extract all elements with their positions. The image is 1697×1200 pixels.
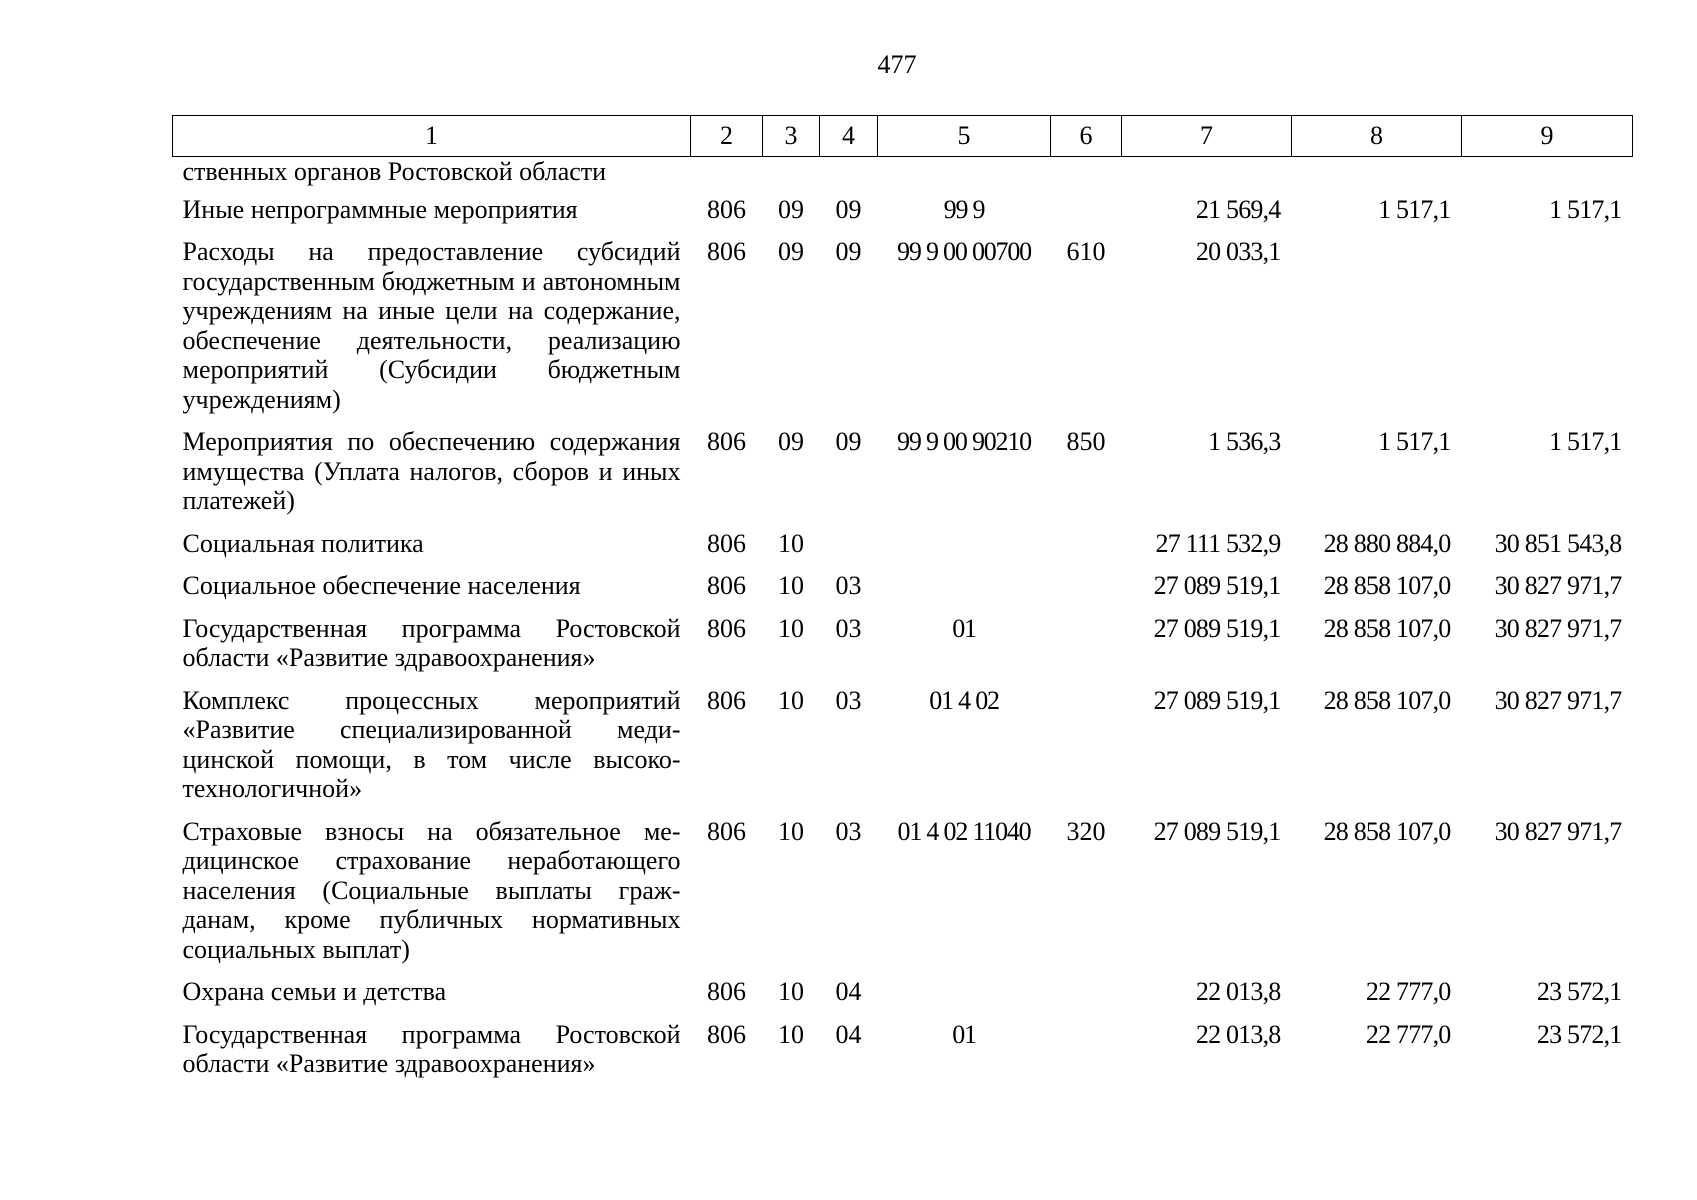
- table-row: [173, 237, 1633, 427]
- row-name: Социальная политика: [182, 528, 424, 558]
- expense-type-code: 320: [1066, 816, 1106, 846]
- amount-year-3: 30 851 543,8: [1494, 528, 1622, 558]
- amount-year-3: 30 827 971,7: [1494, 816, 1622, 846]
- amount-year-2: 1 517,1: [1378, 427, 1451, 456]
- target-article-code: 01 4 02 11040: [897, 816, 1031, 846]
- amount-year-2: [1292, 157, 1462, 195]
- amount-year-1: 21 569,4: [1195, 194, 1281, 224]
- section-code: 10: [778, 977, 804, 1006]
- amount-year-2: 28 858 107,0: [1323, 685, 1451, 715]
- amount-year-1: 22 013,8: [1195, 977, 1281, 1006]
- expense-type-code: [1051, 614, 1122, 686]
- row-name: Государственная программа Ростовской области «Развитие здравоохранения»: [182, 1019, 681, 1078]
- amount-year-3: 23 572,1: [1536, 1019, 1622, 1049]
- column-header: 3: [763, 116, 820, 157]
- ministry-code: 806: [707, 237, 746, 266]
- column-header: 4: [820, 116, 878, 157]
- amount-year-1: 27 089 519,1: [1153, 613, 1281, 643]
- budget-table: [172, 115, 1633, 1092]
- subsection-code: 09: [835, 237, 862, 266]
- column-header: 7: [1122, 116, 1292, 157]
- subsection-code: 03: [835, 685, 862, 715]
- table-row: [173, 686, 1633, 817]
- amount-year-3: 30 827 971,7: [1494, 685, 1622, 715]
- target-article-code: 01: [952, 613, 976, 643]
- subsection-code: [820, 529, 878, 572]
- amount-year-2: 28 858 107,0: [1323, 613, 1451, 643]
- page-number: 477: [877, 50, 917, 79]
- amount-year-1: 1 536,3: [1208, 427, 1281, 456]
- table-row: [173, 571, 1633, 614]
- expense-type-code: [1051, 195, 1122, 238]
- amount-year-3: 1 517,1: [1549, 194, 1622, 224]
- subsection-code: 04: [835, 1019, 862, 1049]
- row-name: Иные непрограммные мероприятия: [182, 194, 578, 224]
- expense-type-code: [1051, 157, 1122, 195]
- ministry-code: 806: [707, 1019, 746, 1049]
- column-header: 1: [173, 116, 691, 157]
- expense-type-code: [1051, 686, 1122, 817]
- ministry-code: 806: [707, 977, 746, 1006]
- row-name: ственных органов Ростовской области: [182, 157, 607, 186]
- target-article-code: 01: [952, 1019, 976, 1049]
- subsection-code: 09: [835, 194, 862, 224]
- expense-type-code: 850: [1066, 427, 1106, 456]
- row-name: Социальное обеспечение населения: [182, 571, 581, 600]
- expense-type-code: [1051, 529, 1122, 572]
- amount-year-1: [1122, 157, 1292, 195]
- column-header: 9: [1462, 116, 1633, 157]
- target-article-code: [878, 529, 1051, 572]
- subsection-code: 04: [835, 977, 862, 1006]
- expense-type-code: [1051, 977, 1122, 1020]
- amount-year-1: 27 089 519,1: [1153, 685, 1281, 715]
- amount-year-1: 27 111 532,9: [1155, 528, 1281, 558]
- ministry-code: 806: [707, 685, 746, 715]
- subsection-code: 03: [835, 613, 862, 643]
- table-body: [173, 157, 1633, 1092]
- expense-type-code: [1051, 1020, 1122, 1092]
- table-row: [173, 977, 1633, 1020]
- section-code: 10: [778, 528, 804, 558]
- ministry-code: 806: [707, 571, 746, 600]
- target-article-code: 99 9: [943, 194, 985, 224]
- row-name: Охрана семьи и детства: [182, 977, 447, 1006]
- amount-year-3: [1462, 237, 1633, 427]
- column-header: 2: [691, 116, 763, 157]
- table-row: [173, 817, 1633, 978]
- amount-year-2: [1292, 237, 1462, 427]
- subsection-code: 03: [835, 816, 862, 846]
- target-article-code: [878, 157, 1051, 195]
- row-name: Мероприятия по обеспечению содержания имущества (Уплата налогов, сборов и иных платежей): [182, 427, 681, 515]
- ministry-code: 806: [707, 427, 746, 456]
- amount-year-3: [1462, 157, 1633, 195]
- expense-type-code: [1051, 571, 1122, 614]
- subsection-code: 09: [835, 427, 862, 456]
- amount-year-2: 28 858 107,0: [1323, 571, 1451, 600]
- amount-year-2: 28 858 107,0: [1323, 816, 1451, 846]
- column-number-header: [173, 116, 1633, 157]
- amount-year-3: 30 827 971,7: [1494, 613, 1622, 643]
- target-article-code: [878, 571, 1051, 614]
- table-row: [173, 157, 1633, 195]
- section-code: 10: [778, 1019, 804, 1049]
- section-code: 10: [778, 613, 804, 643]
- ministry-code: 806: [707, 528, 746, 558]
- amount-year-1: 20 033,1: [1195, 237, 1281, 266]
- amount-year-1: 27 089 519,1: [1153, 571, 1281, 600]
- amount-year-1: 22 013,8: [1195, 1019, 1281, 1049]
- target-article-code: [878, 977, 1051, 1020]
- column-header: 8: [1292, 116, 1462, 157]
- ministry-code: 806: [707, 816, 746, 846]
- section-code: 10: [778, 816, 804, 846]
- row-name: Государственная программа Ростовской области «Развитие здравоохранения»: [182, 613, 681, 672]
- target-article-code: 99 9 00 00700: [897, 237, 1031, 266]
- row-name: Расходы на предоставление субсидий государственным бюджетным и автономным учреждениям на иные цели на содержание, обеспечение деятельности, реализацию мероприятий (Субсидии бюджетным учреждениям): [182, 237, 681, 414]
- subsection-code: 03: [835, 571, 862, 600]
- table-row: [173, 427, 1633, 529]
- subsection-code: [820, 157, 878, 195]
- target-article-code: 01 4 02: [929, 685, 999, 715]
- section-code: 10: [778, 571, 804, 600]
- section-code: 09: [778, 427, 804, 456]
- amount-year-3: 23 572,1: [1536, 977, 1622, 1006]
- expense-type-code: 610: [1066, 237, 1106, 266]
- table-row: [173, 614, 1633, 686]
- amount-year-3: 1 517,1: [1549, 427, 1622, 456]
- amount-year-1: 27 089 519,1: [1153, 816, 1281, 846]
- table-row: [173, 195, 1633, 238]
- amount-year-2: 1 517,1: [1378, 194, 1451, 224]
- column-header: 5: [878, 116, 1051, 157]
- section-code: 09: [778, 194, 804, 224]
- ministry-code: [691, 157, 763, 195]
- amount-year-2: 28 880 884,0: [1323, 528, 1451, 558]
- amount-year-2: 22 777,0: [1365, 977, 1451, 1006]
- section-code: 09: [778, 237, 804, 266]
- column-header: 6: [1051, 116, 1122, 157]
- ministry-code: 806: [707, 613, 746, 643]
- row-name: Страховые взносы на обязательное медицинское страхование неработающего населения (Социальные выплаты гражданам, кроме публичных нормативных социальных выплат): [182, 816, 681, 964]
- amount-year-3: 30 827 971,7: [1494, 571, 1622, 600]
- ministry-code: 806: [707, 194, 746, 224]
- section-code: [763, 157, 820, 195]
- amount-year-2: 22 777,0: [1365, 1019, 1451, 1049]
- target-article-code: 99 9 00 90210: [897, 427, 1031, 456]
- table-row: [173, 529, 1633, 572]
- table-row: [173, 1020, 1633, 1092]
- section-code: 10: [778, 685, 804, 715]
- row-name: Комплекс процессных мероприятий «Развитие специализированной медицинской помощи, в том числе высокотехнологичной»: [182, 685, 681, 803]
